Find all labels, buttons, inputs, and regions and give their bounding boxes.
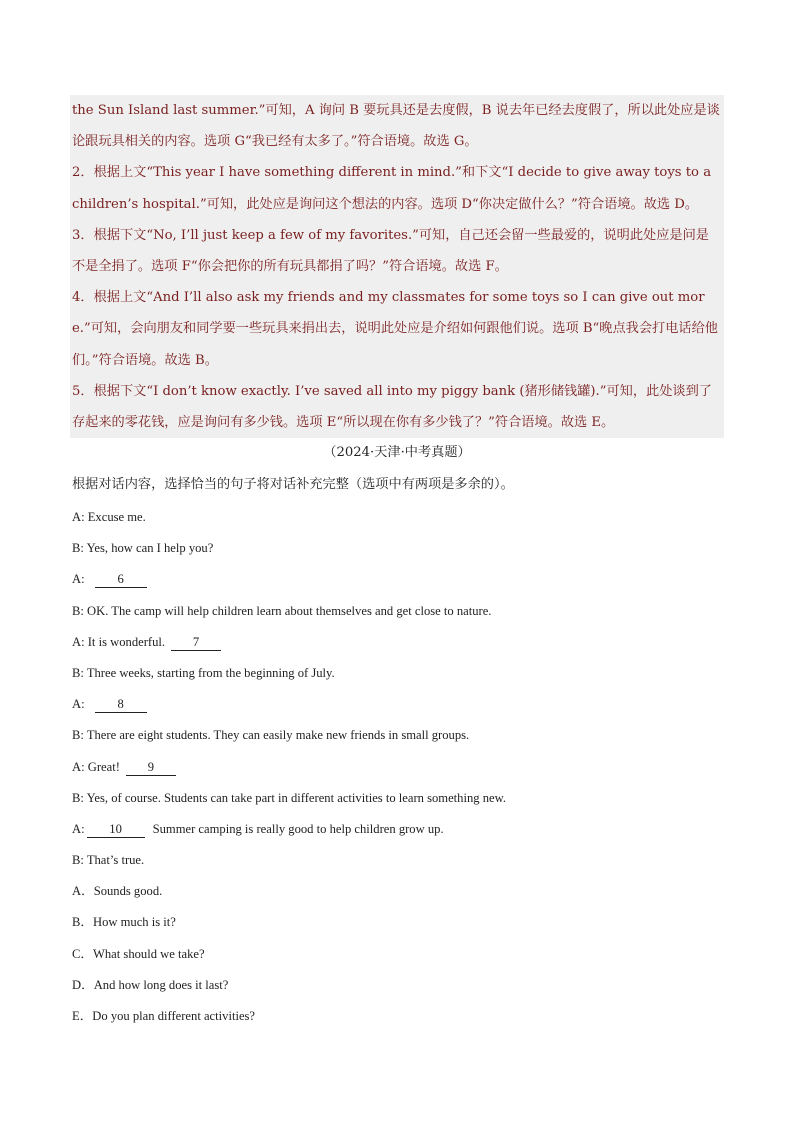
answer-analysis-box: [70, 95, 724, 438]
answer-blank: 8: [95, 696, 147, 713]
option-text: E．Do you plan different activities?: [72, 1009, 256, 1023]
option-text: D．And how long does it last?: [72, 977, 229, 992]
dialog-line: [72, 536, 732, 567]
analysis-paragraph: the Sun Island last summer.”可知，A 询问 B 要玩具还是去度假，B 说去年已经去度假了，所以此处应是谈论跟玩具相关的内容。选项 G“我已经有太多了。”符合语境。故选 G。: [72, 103, 720, 150]
option-line: [72, 942, 732, 973]
analysis-paragraph: 3．根据下文“No, I’ll just keep a few of my favorites.”可知，自己还会留一些最爱的，说明此处应是问是不是全捐了。选项 F“你会把你的所有玩具都捐了吗？”符合语境。故选 F。: [72, 227, 709, 275]
analysis-paragraph: 5．根据下文“I don’t know exactly. I’ve saved all into my piggy bank (猪形储钱罐).”可知，此处谈到了存起来的零花钱，应是询问有多少钱。选项 E“所以现在你有多少钱了？”符合语境。故选 E。: [72, 383, 712, 431]
dialog-line: [72, 661, 732, 692]
dialog-text: B: There are eight students. They can easily make new friends in small groups.: [72, 728, 470, 743]
option-line: [72, 1004, 732, 1035]
question-source: （2024·天津·中考真题）: [323, 445, 471, 460]
option-line: [72, 973, 732, 1004]
answer-blank: 9: [126, 759, 176, 776]
question-instruction: 根据对话内容，选择恰当的句子将对话补充完整（选项中有两项是多余的）。: [72, 477, 514, 492]
analysis-paragraph: 2．根据上文“This year I have something different in mind.”和下文“I decide to give away toys to a children’s hospital.”可知，此处应是询问这个想法的内容。选项 D“你决定做什么？”符合语境。故选 D。: [72, 165, 712, 212]
dialog-line: [72, 786, 732, 817]
dialog-line: [72, 692, 732, 723]
answer-blank: 6: [95, 571, 147, 588]
option-line: [72, 879, 732, 910]
option-text: B．How much is it?: [72, 915, 176, 930]
dialog-text: B: Yes, how can I help you?: [72, 541, 214, 556]
dialog-line: [72, 848, 732, 879]
dialog-text: B: Yes, of course. Students can take part in different activities to learn something new.: [72, 790, 507, 805]
dialog-text: A:: [72, 821, 85, 836]
dialog: [72, 505, 732, 1035]
dialog-line: [72, 567, 732, 598]
dialog-text: A:: [72, 697, 85, 712]
analysis-paragraph: 4．根据上文“And I’ll also ask my friends and my classmates for some toys so I can give out more.”可知，会向朋友和同学要一些玩具来捐出去，说明此处应是介绍如何跟他们说。选项 B“晚点我会打电话给他们。”符合语境。故选 B。: [72, 290, 718, 368]
dialog-text: B: OK. The camp will help children learn about themselves and get close to nature.: [72, 603, 492, 618]
dialog-text: Summer camping is really good to help children grow up.: [152, 821, 444, 836]
dialog-line: [72, 817, 732, 848]
dialog-text: A: It is wonderful.: [72, 634, 166, 649]
dialog-text: B: That’s true.: [72, 853, 145, 868]
dialog-text: A: Great!: [72, 759, 120, 774]
dialog-line: [72, 723, 732, 754]
dialog-line: [72, 505, 732, 536]
dialog-line: [72, 755, 732, 786]
dialog-line: [72, 599, 732, 630]
dialog-text: A: Excuse me.: [72, 510, 146, 524]
dialog-text: B: Three weeks, starting from the beginning of July.: [72, 665, 335, 680]
answer-blank: 7: [171, 634, 221, 651]
answer-blank: 10: [87, 821, 145, 838]
option-text: C．What should we take?: [72, 946, 205, 961]
option-line: [72, 910, 732, 941]
dialog-text: A:: [72, 572, 85, 587]
option-text: A．Sounds good.: [72, 884, 163, 899]
dialog-line: [72, 630, 732, 661]
